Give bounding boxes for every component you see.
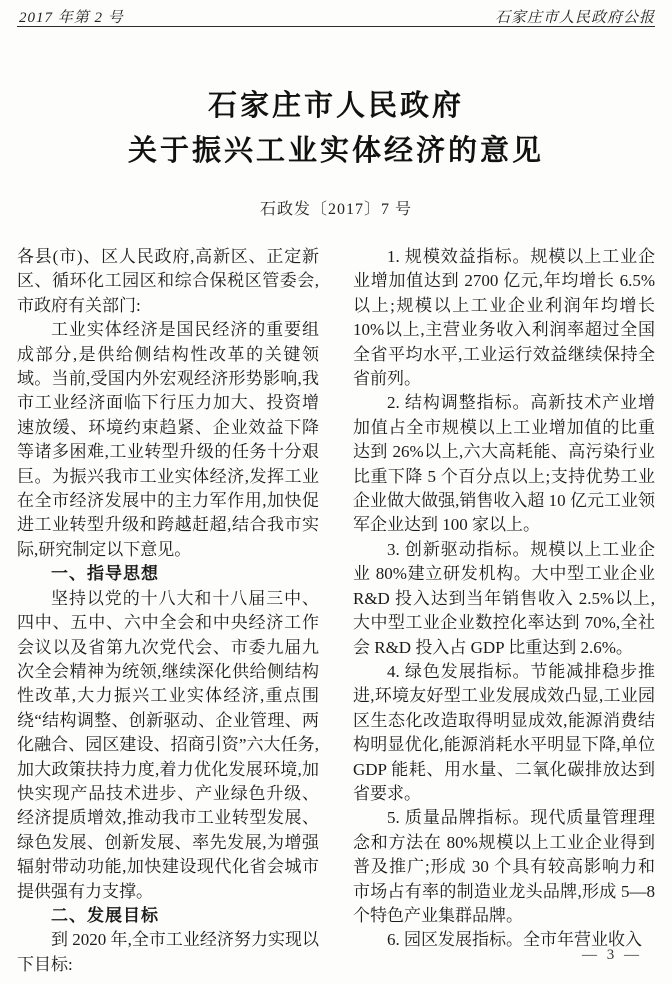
document-title: [0, 84, 672, 174]
document-number: 石政发〔2017〕7 号: [259, 201, 412, 218]
goals-lead-paragraph: 到 2020 年,全市工业经济努力实现以下目标:: [17, 930, 319, 974]
header-issue-number: 2017 年第 2 号: [19, 10, 124, 26]
intro-paragraph: 工业实体经济是国民经济的重要组成部分,是供给侧结构性改革的关键领域。当前,受国内外宏观经济形势影响,我市工业经济面临下行压力加大、投资增速放缓、环境约束趋紧、企业效益下降等诸多困难,工业转型升级的任务十分艰巨。为振兴我市工业实体经济,发挥工业在全市经济发展中的主力军作用,加快促进工业转型升级和跨越赶超,结合我市实际,研究制定以下意见。: [17, 320, 319, 559]
guiding-ideology-paragraph: 坚持以党的十八大和十八届三中、四中、五中、六中全会和中央经济工作会议以及省第九次党代会、市委九届九次全会精神为统领,继续深化供给侧结构性改革,大力振兴工业实体经济,重点围绕“结构调整、创新驱动、企业管理、两化融合、园区建设、招商引资”六大任务,加大政策扶持力度,着力优化发展环境,加快实现产品技术进步、产业绿色升级、经济提质增效,推动我市工业转型发展、绿色发展、创新发展、率先发展,为增强辐射带动功能,加快建设现代化省会城市提供强有力支撑。: [17, 588, 319, 901]
left-column: [17, 245, 319, 977]
body-columns: [17, 245, 655, 977]
indicator-item-4: 4. 绿色发展指标。节能减排稳步推进,环境友好型工业发展成效凸显,工业园区生态化改造取得明显成效,能源消费结构明显优化,能源消耗水平明显下降,单位 GDP 能耗、用水量、二氧化碳排放达到省要求。: [353, 661, 655, 803]
page-number: — 3 —: [582, 947, 642, 963]
indicator-item-3: 3. 创新驱动指标。规模以上工业企业 80%建立研发机构。大中型工业企业 R&D 投入达到当年销售收入 2.5%以上,大中型工业企业数控化率达到 70%,全社会 R&D 投入占 GDP 比重达到 2.6%。: [353, 539, 655, 657]
indicator-item-6: 6. 园区发展指标。全市年营业收入: [387, 930, 642, 950]
salutation-paragraph: 各县(市)、区人民政府,高新区、正定新区、循环化工园区和综合保税区管委会,市政府有关部门:: [17, 247, 319, 315]
header-rule-divider: [17, 26, 655, 27]
indicator-item-5: 5. 质量品牌指标。现代质量管理理念和方法在 80%规模以上工业企业得到普及推广;形成 30 个具有较高影响力和市场占有率的制造业龙头品牌,形成 5—8 个特色产业集群品牌。: [353, 808, 655, 925]
section-heading-2: 二、发展目标: [51, 905, 159, 925]
document-title-line1: 石家庄市人民政府: [207, 90, 464, 122]
section-heading-1: 一、指导思想: [51, 564, 159, 584]
document-title-line2: 关于振兴工业实体经济的意见: [127, 135, 544, 167]
header-gazette-title: 石家庄市人民政府公报: [494, 10, 655, 26]
right-column: [353, 245, 655, 977]
indicator-item-2: 2. 结构调整指标。高新技术产业增加值占全市规模以上工业增加值的比重达到 26%以上,六大高耗能、高污染行业比重下降 5 个百分点以上;支持优势工业企业做大做强,销售收入超 10 亿元工业领军企业达到 100 家以上。: [353, 393, 655, 535]
running-head: [19, 6, 655, 27]
indicator-item-1: 1. 规模效益指标。规模以上工业企业增加值达到 2700 亿元,年均增长 6.5%以上;规模以上工业企业利润年均增长 10%以上,主营业务收入利润率超过全国全省平均水平,工业运行效益继续保持全省前列。: [353, 247, 655, 389]
